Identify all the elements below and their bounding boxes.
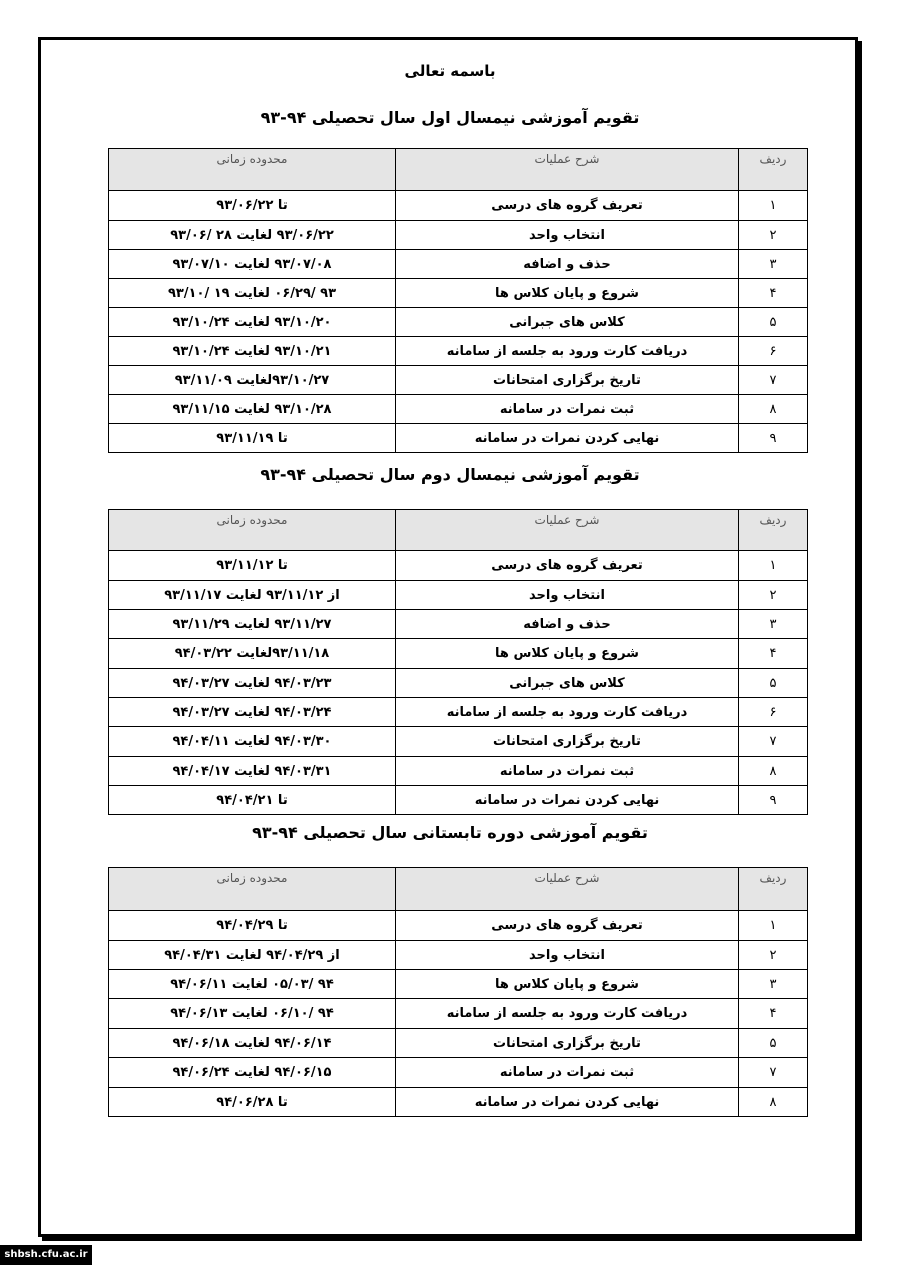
row-operation: انتخاب واحد bbox=[396, 581, 739, 610]
table-header-row bbox=[109, 868, 808, 911]
row-time-range: ۹۳/۱۰/۲۸ لغایت ۹۳/۱۱/۱۵ bbox=[109, 395, 396, 424]
row-operation: دریافت کارت ورود به جلسه از سامانه bbox=[396, 698, 739, 727]
row-time-range: ۹۳/۰۷/۰۸ لغایت ۹۳/۰۷/۱۰ bbox=[109, 250, 396, 279]
row-operation: ثبت نمرات در سامانه bbox=[396, 757, 739, 786]
row-number: ۸ bbox=[739, 1088, 808, 1117]
row-number: ۲ bbox=[739, 221, 808, 250]
row-operation: تعریف گروه های درسی bbox=[396, 911, 739, 941]
row-number: ۵ bbox=[739, 669, 808, 698]
row-number: ۳ bbox=[739, 610, 808, 639]
table-row bbox=[109, 424, 808, 453]
row-number: ۶ bbox=[739, 698, 808, 727]
table-row bbox=[109, 581, 808, 610]
row-operation: شروع و پایان کلاس ها bbox=[396, 279, 739, 308]
row-number: ۲ bbox=[739, 941, 808, 970]
header-time-range: محدوده زمانی bbox=[109, 510, 396, 551]
row-number: ۲ bbox=[739, 581, 808, 610]
row-time-range: ۹۴/۰۳/۳۱ لغایت ۹۴/۰۴/۱۷ bbox=[109, 757, 396, 786]
row-operation: دریافت کارت ورود به جلسه از سامانه bbox=[396, 337, 739, 366]
row-time-range: ۹۳/۱۰/۲۱ لغایت ۹۳/۱۰/۲۴ bbox=[109, 337, 396, 366]
row-time-range: تا ۹۴/۰۶/۲۸ bbox=[109, 1088, 396, 1117]
row-operation: تعریف گروه های درسی bbox=[396, 551, 739, 581]
row-operation: تاریخ برگزاری امتحانات bbox=[396, 1029, 739, 1058]
table-1-title: تقویم آموزشی نیمسال اول سال تحصیلی ۹۴-۹۳ bbox=[260, 108, 640, 127]
schedule-table-3 bbox=[108, 867, 808, 1117]
row-operation: نهایی کردن نمرات در سامانه bbox=[396, 424, 739, 453]
row-time-range: تا ۹۳/۱۱/۱۲ bbox=[109, 551, 396, 581]
table-header-row bbox=[109, 149, 808, 191]
header-time-range: محدوده زمانی bbox=[109, 868, 396, 911]
row-operation: ثبت نمرات در سامانه bbox=[396, 395, 739, 424]
row-time-range: ۹۳/۱۱/۱۸لغایت ۹۴/۰۳/۲۲ bbox=[109, 639, 396, 669]
row-number: ۷ bbox=[739, 1058, 808, 1088]
row-number: ۷ bbox=[739, 366, 808, 395]
table-row bbox=[109, 786, 808, 815]
table-row bbox=[109, 191, 808, 221]
row-operation: انتخاب واحد bbox=[396, 221, 739, 250]
table-row bbox=[109, 610, 808, 639]
table-row bbox=[109, 999, 808, 1029]
row-number: ۱ bbox=[739, 551, 808, 581]
table-row bbox=[109, 221, 808, 250]
row-number: ۳ bbox=[739, 970, 808, 999]
row-operation: تاریخ برگزاری امتحانات bbox=[396, 727, 739, 757]
table-row bbox=[109, 551, 808, 581]
table-row bbox=[109, 698, 808, 727]
row-number: ۳ bbox=[739, 250, 808, 279]
row-number: ۹ bbox=[739, 786, 808, 815]
row-time-range: ۹۴ /۰۶/۱۰ لغایت ۹۴/۰۶/۱۳ bbox=[109, 999, 396, 1029]
row-operation: حذف و اضافه bbox=[396, 250, 739, 279]
table-row bbox=[109, 250, 808, 279]
row-number: ۹ bbox=[739, 424, 808, 453]
row-number: ۴ bbox=[739, 639, 808, 669]
row-time-range: از ۹۴/۰۴/۲۹ لغایت ۹۴/۰۴/۳۱ bbox=[109, 941, 396, 970]
row-operation: نهایی کردن نمرات در سامانه bbox=[396, 786, 739, 815]
row-number: ۱ bbox=[739, 191, 808, 221]
row-time-range: ۹۴/۰۶/۱۵ لغایت ۹۴/۰۶/۲۴ bbox=[109, 1058, 396, 1088]
row-number: ۴ bbox=[739, 999, 808, 1029]
row-time-range: ۹۳/۱۱/۲۷ لغایت ۹۳/۱۱/۲۹ bbox=[109, 610, 396, 639]
table-row bbox=[109, 395, 808, 424]
table-row bbox=[109, 757, 808, 786]
table-2-title: تقویم آموزشی نیمسال دوم سال تحصیلی ۹۴-۹۳ bbox=[260, 465, 640, 484]
table-row bbox=[109, 366, 808, 395]
row-operation: نهایی کردن نمرات در سامانه bbox=[396, 1088, 739, 1117]
table-3-title: تقویم آموزشی دوره تابستانی سال تحصیلی ۹۴-۹۳ bbox=[252, 823, 648, 842]
table-row bbox=[109, 279, 808, 308]
row-time-range: ۹۴/۰۳/۳۰ لغایت ۹۴/۰۴/۱۱ bbox=[109, 727, 396, 757]
header-operation: شرح عملیات bbox=[396, 868, 739, 911]
row-operation: تعریف گروه های درسی bbox=[396, 191, 739, 221]
row-number: ۴ bbox=[739, 279, 808, 308]
row-operation: کلاس های جبرانی bbox=[396, 308, 739, 337]
row-time-range: تا ۹۳/۰۶/۲۲ bbox=[109, 191, 396, 221]
row-operation: دریافت کارت ورود به جلسه از سامانه bbox=[396, 999, 739, 1029]
schedule-table-2 bbox=[108, 509, 808, 815]
row-time-range: ۹۴/۰۳/۲۳ لغایت ۹۴/۰۳/۲۷ bbox=[109, 669, 396, 698]
row-time-range: ۹۳ /۰۶/۲۹ لغایت ۱۹ /۹۳/۱۰ bbox=[109, 279, 396, 308]
table-row bbox=[109, 337, 808, 366]
row-time-range: ۹۴ /۰۵/۰۳ لغایت ۹۴/۰۶/۱۱ bbox=[109, 970, 396, 999]
row-time-range: ۹۴/۰۳/۲۴ لغایت ۹۴/۰۳/۲۷ bbox=[109, 698, 396, 727]
invocation-heading: باسمه تعالی bbox=[404, 62, 496, 80]
table-row bbox=[109, 639, 808, 669]
site-watermark-link[interactable]: shbsh.cfu.ac.ir bbox=[0, 1245, 92, 1265]
row-operation: کلاس های جبرانی bbox=[396, 669, 739, 698]
table-row bbox=[109, 970, 808, 999]
table-header-row bbox=[109, 510, 808, 551]
schedule-table-1 bbox=[108, 148, 808, 453]
header-row-number: ردیف bbox=[739, 510, 808, 551]
row-time-range: ۹۴/۰۶/۱۴ لغایت ۹۴/۰۶/۱۸ bbox=[109, 1029, 396, 1058]
row-number: ۱ bbox=[739, 911, 808, 941]
header-row-number: ردیف bbox=[739, 149, 808, 191]
row-operation: شروع و پایان کلاس ها bbox=[396, 970, 739, 999]
row-number: ۵ bbox=[739, 1029, 808, 1058]
row-operation: تاریخ برگزاری امتحانات bbox=[396, 366, 739, 395]
row-time-range: از ۹۳/۱۱/۱۲ لغایت ۹۳/۱۱/۱۷ bbox=[109, 581, 396, 610]
header-time-range: محدوده زمانی bbox=[109, 149, 396, 191]
table-row bbox=[109, 669, 808, 698]
table-row bbox=[109, 911, 808, 941]
row-number: ۸ bbox=[739, 395, 808, 424]
row-time-range: ۹۳/۱۰/۲۰ لغایت ۹۳/۱۰/۲۴ bbox=[109, 308, 396, 337]
row-time-range: ۹۳/۰۶/۲۲ لغایت ۲۸ /۹۳/۰۶ bbox=[109, 221, 396, 250]
row-time-range: تا ۹۴/۰۴/۲۹ bbox=[109, 911, 396, 941]
table-row bbox=[109, 941, 808, 970]
row-operation: ثبت نمرات در سامانه bbox=[396, 1058, 739, 1088]
table-row bbox=[109, 1058, 808, 1088]
header-operation: شرح عملیات bbox=[396, 510, 739, 551]
row-number: ۷ bbox=[739, 727, 808, 757]
row-time-range: تا ۹۴/۰۴/۲۱ bbox=[109, 786, 396, 815]
header-row-number: ردیف bbox=[739, 868, 808, 911]
row-number: ۸ bbox=[739, 757, 808, 786]
table-row bbox=[109, 727, 808, 757]
row-number: ۶ bbox=[739, 337, 808, 366]
table-row bbox=[109, 308, 808, 337]
table-row bbox=[109, 1029, 808, 1058]
table-row bbox=[109, 1088, 808, 1117]
header-operation: شرح عملیات bbox=[396, 149, 739, 191]
row-operation: حذف و اضافه bbox=[396, 610, 739, 639]
row-operation: شروع و پایان کلاس ها bbox=[396, 639, 739, 669]
row-time-range: ۹۳/۱۰/۲۷لغایت ۹۳/۱۱/۰۹ bbox=[109, 366, 396, 395]
row-number: ۵ bbox=[739, 308, 808, 337]
row-operation: انتخاب واحد bbox=[396, 941, 739, 970]
row-time-range: تا ۹۳/۱۱/۱۹ bbox=[109, 424, 396, 453]
